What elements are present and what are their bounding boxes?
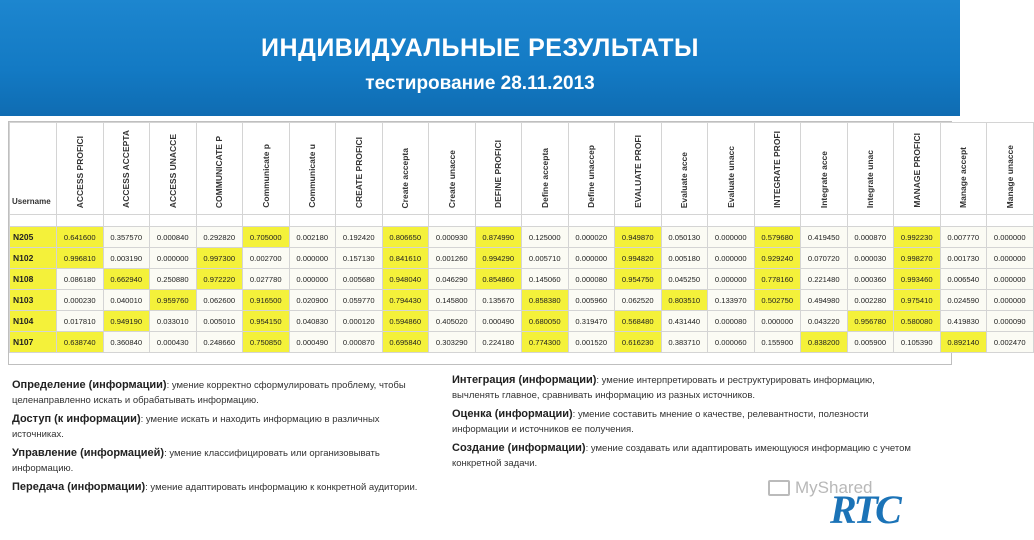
score-cell: 0.155900	[754, 332, 801, 353]
spacer-cell	[615, 215, 662, 227]
score-cell: 0.033010	[150, 311, 197, 332]
table-row	[10, 227, 1034, 248]
score-cell: 0.192420	[336, 227, 383, 248]
username-cell: N108	[10, 269, 57, 290]
score-cell: 0.248660	[196, 332, 243, 353]
score-cell: 0.996810	[57, 248, 104, 269]
column-header	[475, 123, 522, 215]
score-cell: 0.000000	[987, 248, 1034, 269]
column-header-label: Manage unacce	[1004, 144, 1015, 208]
definition-text: : умение составить мнение о качестве, релевантности, полезности информации и источников ее получения.	[452, 409, 869, 435]
score-cell: 0.705000	[243, 227, 290, 248]
column-header-label: COMMUNICATE P	[214, 135, 225, 208]
score-cell: 0.000020	[568, 227, 615, 248]
score-cell: 0.002470	[987, 332, 1034, 353]
score-cell: 0.680050	[522, 311, 569, 332]
column-header	[568, 123, 615, 215]
column-header	[615, 123, 662, 215]
score-cell: 0.579680	[754, 227, 801, 248]
score-cell: 0.145800	[429, 290, 476, 311]
spacer-cell	[243, 215, 290, 227]
score-cell: 0.250880	[150, 269, 197, 290]
score-cell: 0.502750	[754, 290, 801, 311]
column-header-label: CREATE PROFICI	[353, 136, 364, 208]
column-header	[103, 123, 150, 215]
score-cell: 0.383710	[661, 332, 708, 353]
spacer-cell	[150, 215, 197, 227]
page-title: ИНДИВИДУАЛЬНЫЕ РЕЗУЛЬТАТЫ	[260, 34, 700, 62]
score-cell: 0.948040	[382, 269, 429, 290]
score-cell: 0.000000	[289, 248, 336, 269]
score-cell: 0.000840	[150, 227, 197, 248]
score-cell: 0.062600	[196, 290, 243, 311]
table-row	[10, 332, 1034, 353]
score-cell: 0.993460	[894, 269, 941, 290]
column-header	[382, 123, 429, 215]
definition-text: : умение создавать или адаптировать имеющуюся информацию с учетом конкретной задачи.	[452, 443, 911, 469]
definition-term: Управление (информацией)	[12, 447, 165, 459]
score-cell: 0.000870	[847, 227, 894, 248]
score-cell: 0.000490	[289, 332, 336, 353]
score-cell: 0.594860	[382, 311, 429, 332]
score-cell: 0.020900	[289, 290, 336, 311]
score-cell: 0.360840	[103, 332, 150, 353]
score-cell: 0.005710	[522, 248, 569, 269]
username-cell: N107	[10, 332, 57, 353]
score-cell: 0.419450	[801, 227, 848, 248]
definitions-left	[12, 378, 432, 499]
score-cell: 0.419830	[940, 311, 987, 332]
results-spreadsheet	[8, 121, 1026, 365]
table-row	[10, 248, 1034, 269]
score-cell: 0.000000	[708, 269, 755, 290]
score-cell: 0.992230	[894, 227, 941, 248]
spacer-cell	[336, 215, 383, 227]
score-cell: 0.000030	[847, 248, 894, 269]
spacer-cell	[894, 215, 941, 227]
definition-item	[12, 378, 432, 408]
score-cell: 0.838200	[801, 332, 848, 353]
score-cell: 0.803510	[661, 290, 708, 311]
spacer-cell	[382, 215, 429, 227]
definition-item	[12, 480, 432, 495]
score-cell: 0.997300	[196, 248, 243, 269]
spacer-cell	[10, 215, 57, 227]
column-header-label: Create accepta	[400, 147, 411, 208]
score-cell: 0.040010	[103, 290, 150, 311]
score-cell: 0.959760	[150, 290, 197, 311]
definition-item	[452, 373, 922, 403]
score-cell: 0.000000	[708, 227, 755, 248]
column-header-label: Create unacce	[446, 149, 457, 208]
score-cell: 0.000230	[57, 290, 104, 311]
score-cell: 0.000930	[429, 227, 476, 248]
page-subtitle: тестирование 28.11.2013	[365, 73, 595, 94]
score-cell: 0.000080	[568, 269, 615, 290]
score-cell: 0.949190	[103, 311, 150, 332]
spacer-cell	[847, 215, 894, 227]
score-cell: 0.405020	[429, 311, 476, 332]
score-cell: 0.000000	[289, 269, 336, 290]
score-cell: 0.494980	[801, 290, 848, 311]
score-cell: 0.929240	[754, 248, 801, 269]
score-cell: 0.841610	[382, 248, 429, 269]
score-cell: 0.145060	[522, 269, 569, 290]
score-cell: 0.000490	[475, 311, 522, 332]
column-header-label: DEFINE PROFICI	[493, 139, 504, 208]
score-cell: 0.303290	[429, 332, 476, 353]
score-cell: 0.062520	[615, 290, 662, 311]
score-cell: 0.005900	[847, 332, 894, 353]
table-row	[10, 269, 1034, 290]
column-header-label: Evaluate acce	[679, 151, 690, 208]
score-cell: 0.000870	[336, 332, 383, 353]
score-cell: 0.125000	[522, 227, 569, 248]
score-cell: 0.695840	[382, 332, 429, 353]
score-cell: 0.319470	[568, 311, 615, 332]
spacer-cell	[940, 215, 987, 227]
column-header	[754, 123, 801, 215]
score-cell: 0.005680	[336, 269, 383, 290]
score-cell: 0.616230	[615, 332, 662, 353]
score-cell: 0.000000	[708, 248, 755, 269]
score-cell: 0.994820	[615, 248, 662, 269]
score-cell: 0.046290	[429, 269, 476, 290]
column-header	[522, 123, 569, 215]
definition-item	[12, 446, 432, 476]
table-row	[10, 311, 1034, 332]
header-row	[10, 123, 1034, 215]
title-banner	[0, 0, 960, 116]
table-row	[10, 290, 1034, 311]
score-cell: 0.854860	[475, 269, 522, 290]
score-cell: 0.638740	[57, 332, 104, 353]
score-cell: 0.105390	[894, 332, 941, 353]
username-label: Username	[12, 197, 51, 206]
definition-item	[452, 441, 922, 471]
spacer-cell	[196, 215, 243, 227]
definition-term: Создание (информации)	[452, 442, 586, 454]
definition-term: Передача (информации)	[12, 481, 146, 493]
score-cell: 0.221480	[801, 269, 848, 290]
watermark-text: MyShared	[795, 478, 873, 497]
spacer-cell	[289, 215, 336, 227]
score-cell: 0.892140	[940, 332, 987, 353]
score-cell: 0.858380	[522, 290, 569, 311]
username-cell: N205	[10, 227, 57, 248]
score-cell: 0.954150	[243, 311, 290, 332]
score-cell: 0.001730	[940, 248, 987, 269]
score-cell: 0.357570	[103, 227, 150, 248]
score-cell: 0.580080	[894, 311, 941, 332]
score-cell: 0.000000	[754, 311, 801, 332]
score-cell: 0.998270	[894, 248, 941, 269]
score-cell: 0.794430	[382, 290, 429, 311]
column-header	[336, 123, 383, 215]
username-cell: N102	[10, 248, 57, 269]
score-cell: 0.135670	[475, 290, 522, 311]
score-cell: 0.774300	[522, 332, 569, 353]
score-cell: 0.000000	[568, 248, 615, 269]
column-header	[847, 123, 894, 215]
score-cell: 0.005180	[661, 248, 708, 269]
score-cell: 0.000000	[987, 290, 1034, 311]
column-header-label: Define unaccep	[586, 145, 597, 208]
score-cell: 0.975410	[894, 290, 941, 311]
column-header-label: ACCESS PROFICI	[74, 135, 85, 208]
column-header-label: Evaluate unacc	[725, 146, 736, 208]
score-cell: 0.050130	[661, 227, 708, 248]
score-cell: 0.157130	[336, 248, 383, 269]
spacer-cell	[754, 215, 801, 227]
score-cell: 0.224180	[475, 332, 522, 353]
column-header	[661, 123, 708, 215]
score-cell: 0.040830	[289, 311, 336, 332]
column-header-label: Communicate p	[260, 144, 271, 208]
column-header-label: INTEGRATE PROFI	[772, 131, 783, 208]
definition-text: : умение искать и находить информацию в различных источниках.	[12, 414, 380, 440]
score-cell: 0.956780	[847, 311, 894, 332]
score-cell: 0.024590	[940, 290, 987, 311]
column-header-label: Manage accept	[958, 147, 969, 208]
score-cell: 0.292820	[196, 227, 243, 248]
score-cell: 0.059770	[336, 290, 383, 311]
column-header-label: ACCESS ACCEPTA	[121, 130, 132, 208]
spacer-cell	[661, 215, 708, 227]
score-cell: 0.641600	[57, 227, 104, 248]
column-header	[57, 123, 104, 215]
score-cell: 0.954750	[615, 269, 662, 290]
score-cell: 0.007770	[940, 227, 987, 248]
score-cell: 0.000090	[987, 311, 1034, 332]
score-cell: 0.017810	[57, 311, 104, 332]
watermark-icon	[768, 480, 790, 496]
column-header-label: MANAGE PROFICI	[911, 133, 922, 208]
score-cell: 0.000000	[987, 227, 1034, 248]
score-cell: 0.005960	[568, 290, 615, 311]
definition-item	[12, 412, 432, 442]
score-cell: 0.002280	[847, 290, 894, 311]
score-cell: 0.662940	[103, 269, 150, 290]
score-cell: 0.806650	[382, 227, 429, 248]
score-cell: 0.916500	[243, 290, 290, 311]
score-cell: 0.000060	[708, 332, 755, 353]
definition-text: : умение корректно сформулировать проблему, чтобы целенаправленно искать и обрабатывать информацию.	[12, 380, 406, 406]
score-cell: 0.000360	[847, 269, 894, 290]
column-header	[289, 123, 336, 215]
column-header-label: ACCESS UNACCE	[167, 133, 178, 208]
column-header	[940, 123, 987, 215]
spacer-cell	[987, 215, 1034, 227]
rtc-logo: RTC	[830, 487, 899, 532]
score-cell: 0.000120	[336, 311, 383, 332]
definition-term: Определение (информации)	[12, 379, 167, 391]
column-header-label: Define accepta	[539, 148, 550, 208]
username-header	[10, 123, 57, 215]
column-header-label: Integrate unac	[865, 149, 876, 208]
column-header	[150, 123, 197, 215]
definitions-right	[452, 373, 922, 475]
score-cell: 0.070720	[801, 248, 848, 269]
score-cell: 0.133970	[708, 290, 755, 311]
score-cell: 0.568480	[615, 311, 662, 332]
spacer-cell	[568, 215, 615, 227]
spacer-cell	[522, 215, 569, 227]
definition-term: Интеграция (информации)	[452, 374, 597, 386]
score-cell: 0.001260	[429, 248, 476, 269]
spacer-row	[10, 215, 1034, 227]
column-header	[708, 123, 755, 215]
column-header-label: EVALUATE PROFI	[632, 135, 643, 208]
spacer-cell	[103, 215, 150, 227]
column-header	[894, 123, 941, 215]
spacer-cell	[708, 215, 755, 227]
results-table	[9, 122, 1034, 353]
score-cell: 0.045250	[661, 269, 708, 290]
column-header	[243, 123, 290, 215]
score-cell: 0.000000	[987, 269, 1034, 290]
spacer-cell	[801, 215, 848, 227]
score-cell: 0.000080	[708, 311, 755, 332]
definition-text: : умение интерпретировать и реструктурировать информацию, вычленять главное, сравнивать информацию из разных источников.	[452, 375, 875, 401]
definition-text: : умение классифицировать или организовывать информацию.	[12, 448, 380, 474]
score-cell: 0.086180	[57, 269, 104, 290]
score-cell: 0.750850	[243, 332, 290, 353]
score-cell: 0.027780	[243, 269, 290, 290]
score-cell: 0.043220	[801, 311, 848, 332]
definition-term: Доступ (к информации)	[12, 413, 141, 425]
spacer-cell	[57, 215, 104, 227]
definition-item	[452, 407, 922, 437]
score-cell: 0.003190	[103, 248, 150, 269]
score-cell: 0.002700	[243, 248, 290, 269]
spacer-cell	[475, 215, 522, 227]
score-cell: 0.000430	[150, 332, 197, 353]
username-cell: N104	[10, 311, 57, 332]
score-cell: 0.874990	[475, 227, 522, 248]
score-cell: 0.994290	[475, 248, 522, 269]
column-header-label: Communicate u	[307, 144, 318, 208]
score-cell: 0.001520	[568, 332, 615, 353]
column-header-label: Integrate acce	[818, 150, 829, 208]
score-cell: 0.949870	[615, 227, 662, 248]
definition-text: : умение адаптировать информацию к конкретной аудитории.	[145, 482, 418, 493]
score-cell: 0.972220	[196, 269, 243, 290]
column-header	[987, 123, 1034, 215]
username-cell: N103	[10, 290, 57, 311]
score-cell: 0.000000	[150, 248, 197, 269]
column-header	[196, 123, 243, 215]
score-cell: 0.778160	[754, 269, 801, 290]
score-cell: 0.431440	[661, 311, 708, 332]
score-cell: 0.002180	[289, 227, 336, 248]
column-header	[801, 123, 848, 215]
score-cell: 0.006540	[940, 269, 987, 290]
score-cell: 0.005010	[196, 311, 243, 332]
spacer-cell	[429, 215, 476, 227]
definition-term: Оценка (информации)	[452, 408, 573, 420]
column-header	[429, 123, 476, 215]
